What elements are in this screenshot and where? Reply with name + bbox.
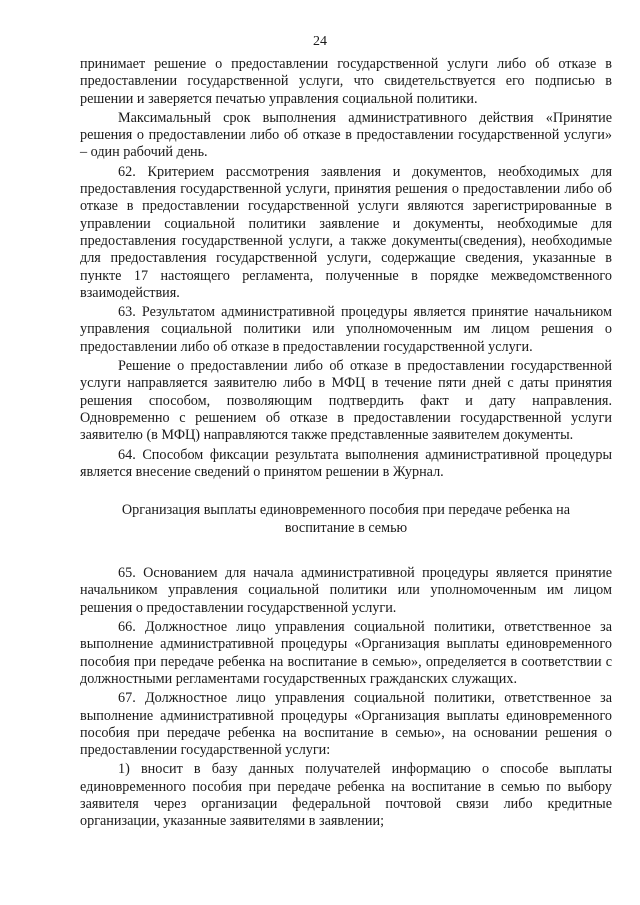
paragraph-63: 63. Результатом административной процедуры является принятие начальником управления социальной политики или уполномоченным им лицом решения о предоставлении либо об отказе в предоставлении государственной услуги. bbox=[80, 304, 612, 355]
paragraph-67-item-1: 1) вносит в базу данных получателей информацию о способе выплаты единовременного пособия при передаче ребенка на воспитание в семью по выбору заявителя через организации федеральной почтовой связи либо кредитные организации, указанные заявителями в заявлении; bbox=[80, 761, 612, 830]
document-body bbox=[80, 56, 612, 831]
paragraph-65: 65. Основанием для начала административной процедуры является принятие начальником управления социальной политики или уполномоченным им лицом решения о предоставлении государственной услуги. bbox=[80, 565, 612, 616]
paragraph-67: 67. Должностное лицо управления социальной политики, ответственное за выполнение административной процедуры «Организация выплаты единовременного пособия при передаче ребенка на воспитание в семью», на основании решения о предоставлении государственной услуги: bbox=[80, 690, 612, 759]
paragraph-max-term: Максимальный срок выполнения административного действия «Принятие решения о предоставлении либо об отказе в предоставлении государственной услуги» – один рабочий день. bbox=[80, 109, 612, 161]
paragraph-decision-sending: Решение о предоставлении либо об отказе в предоставлении государственной услуги направляется заявителю либо в МФЦ в течение пяти дней с даты принятия решения способом, позволяющим подтвердить факт и дату направления. Одновременно с решением об отказе в предоставлении государственной услуги заявителю (в МФЦ) направляются также представленные заявителем документы. bbox=[80, 358, 612, 444]
section-heading: Организация выплаты единовременного пособия при передаче ребенка на воспитание в семью bbox=[121, 502, 571, 537]
paragraph-66: 66. Должностное лицо управления социальной политики, ответственное за выполнение административной процедуры «Организация выплаты единовременного пособия при передаче ребенка на воспитание в семью», определяется в соответствии с должностными регламентами государственных гражданских служащих. bbox=[80, 619, 612, 687]
paragraph-continuation: принимает решение о предоставлении государственной услуги либо об отказе в предоставлении государственной услуги, что свидетельствуется его подписью в решении и заверяется печатью управления социальной политики. bbox=[80, 56, 612, 107]
paragraph-62: 62. Критерием рассмотрения заявления и документов, необходимых для предоставления государственной услуги, принятия решения о предоставлении либо об отказе в предоставлении государственной услуги являются зарегистрированные в управлении социальной политики заявление и документы, необходимые для предоставления государственной услуги, а также документы(сведения), необходимые для предоставления государственной услуги, содержащие сведения, указанные в пункте 17 настоящего регламента, полученные в порядке межведомственного взаимодействия. bbox=[80, 163, 612, 301]
page-number: 24 bbox=[313, 34, 327, 49]
paragraph-64: 64. Способом фиксации результата выполнения административной процедуры является внесение сведений о принятом решении в Журнал. bbox=[80, 446, 612, 480]
